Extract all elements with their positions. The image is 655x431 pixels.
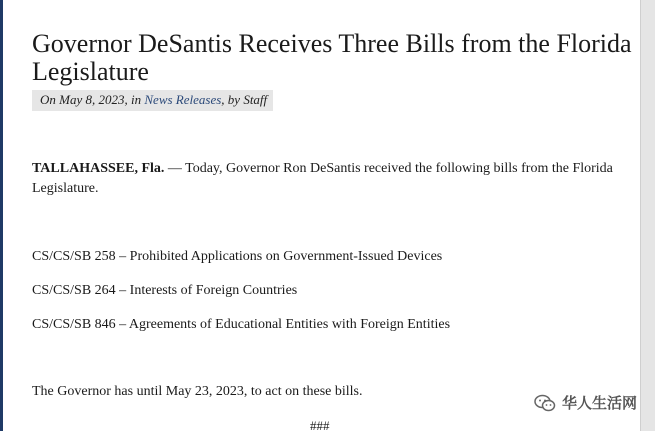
bill-item: CS/CS/SB 846 – Agreements of Educational Entities with Foreign Entities [32,317,451,332]
lead-paragraph [32,159,622,199]
deadline-paragraph: The Governor has until May 23, 2023, to act on these bills. [32,384,363,399]
end-mark: ### [310,418,330,431]
meta-by: , by [221,92,244,107]
watermark-text: 华人生活网 [561,394,637,412]
bill-item: CS/CS/SB 264 – Interests of Foreign Countries [32,283,298,298]
wechat-icon [534,394,556,412]
bill-item: CS/CS/SB 258 – Prohibited Applications on Government-Issued Devices [32,249,443,264]
article-title: Governor DeSantis Receives Three Bills from the Florida Legislature [32,29,632,86]
lead-text: — Today, Governor Ron DeSantis received the following bills from the Florida Legislature. [32,161,613,196]
meta-author: Staff [243,92,268,107]
article-header [32,30,632,111]
right-scroll-gutter [640,0,655,431]
meta-prefix: On [40,92,60,107]
watermark [534,392,637,413]
meta-date: May 8, 2023 [59,92,125,107]
article-meta [32,90,273,111]
left-border-bar [0,0,3,431]
dateline: TALLAHASSEE, Fla. [32,161,165,176]
category-link[interactable]: News Releases [144,92,222,107]
meta-in: , in [124,92,145,107]
